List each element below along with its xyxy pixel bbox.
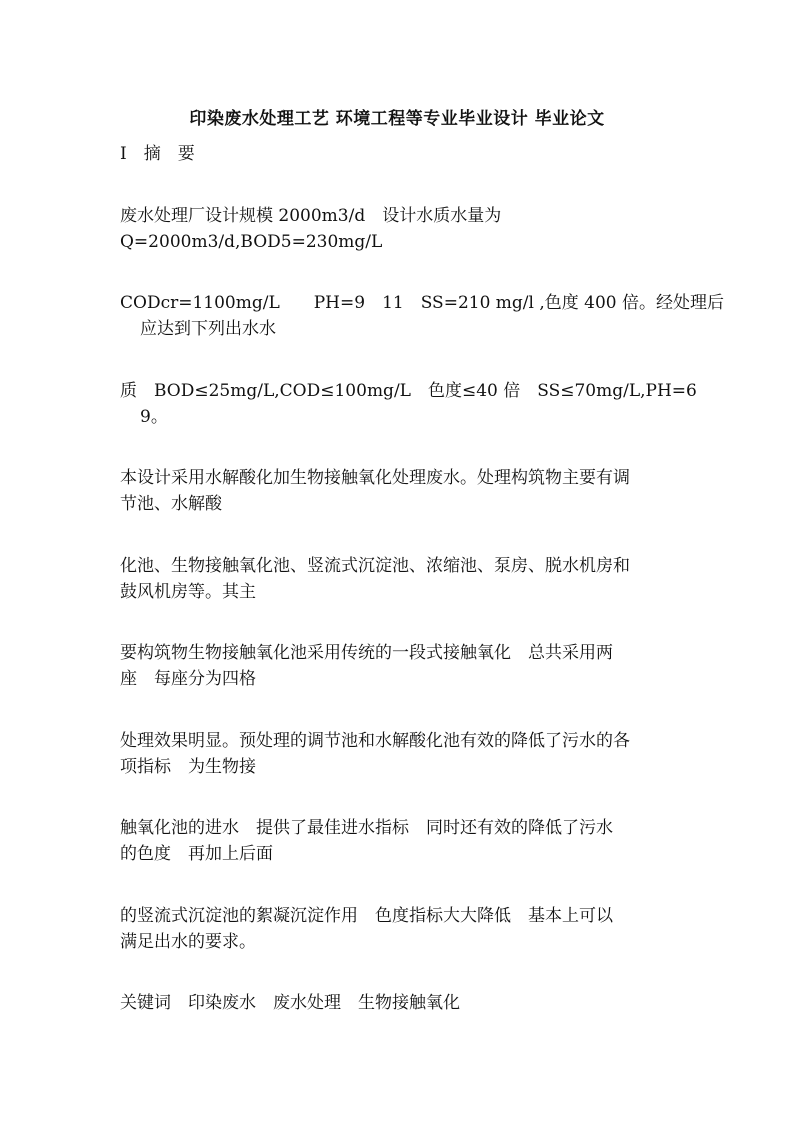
paragraph-line: 节池、水解酸 [120,494,222,514]
keywords-line: 关键词 印染废水 废水处理 生物接触氧化 [120,993,460,1013]
paragraph-line: 触氧化池的进水 提供了最佳进水指标 同时还有效的降低了污水 [120,818,613,838]
paragraph-line: 的竖流式沉淀池的絮凝沉淀作用 色度指标大大降低 基本上可以 [120,906,613,926]
paragraph-line: 座 每座分为四格 [120,669,256,689]
paragraph-line: 的色度 再加上后面 [120,844,273,864]
paragraph-line: 处理效果明显。预处理的调节池和水解酸化池有效的降低了污水的各 [120,731,630,751]
paragraph-line: 9。 [140,407,168,427]
paragraph-line: 化池、生物接触氧化池、竖流式沉淀池、浓缩池、泵房、脱水机房和 [120,556,630,576]
paragraph-line: Q=2000m3/d,BOD5=230mg/L [120,232,383,252]
paragraph-line: 质 BOD≤25mg/L,COD≤100mg/L 色度≤40 倍 SS≤70mg/L,PH=6 [120,381,697,401]
paragraph-line: 应达到下列出水水 [140,319,276,339]
paragraph-line: 鼓风机房等。其主 [120,582,256,602]
section-heading-abstract: I 摘 要 [120,144,195,164]
paragraph-line: 满足出水的要求。 [120,932,256,952]
paragraph-line: 要构筑物生物接触氧化池采用传统的一段式接触氧化 总共采用两 [120,643,613,663]
paragraph-line: 本设计采用水解酸化加生物接触氧化处理废水。处理构筑物主要有调 [120,468,630,488]
paragraph-line: 废水处理厂设计规模 2000m3/d 设计水质水量为 [120,206,502,226]
document-title: 印染废水处理工艺 环境工程等专业毕业设计 毕业论文 [189,109,605,129]
paragraph-line: CODcr=1100mg/L PH=9 11 SS=210 mg/l ,色度 400 倍。经处理后 [120,293,725,313]
paragraph-line: 项指标 为生物接 [120,757,256,777]
